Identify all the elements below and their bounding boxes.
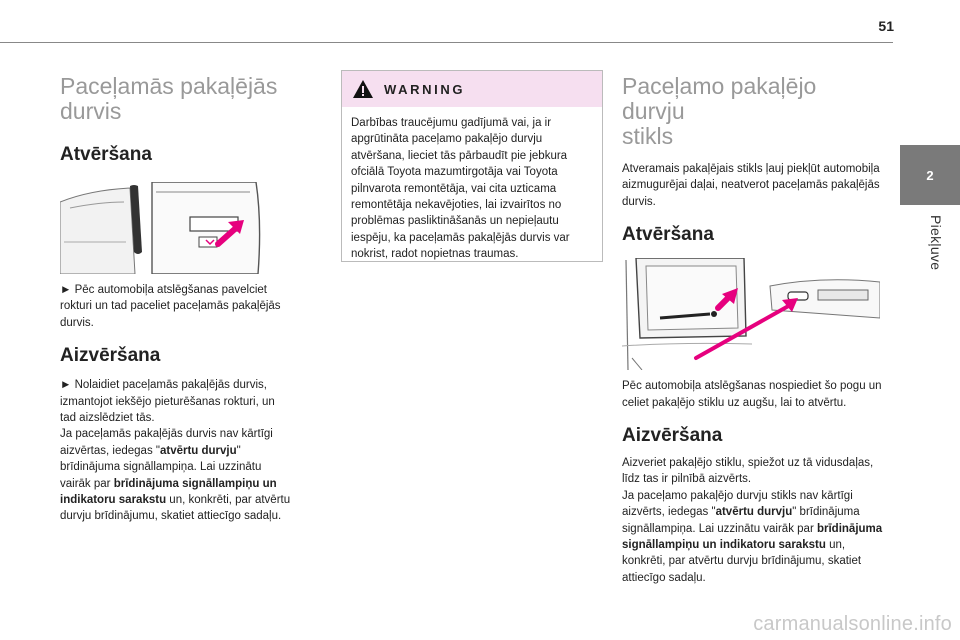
close-instruction: Aizveriet pakaļējo stiklu, spiežot uz tā vidusdaļas, līdz tas ir pilnībā aizvērts. bbox=[622, 457, 874, 486]
rear-window-column bbox=[622, 70, 884, 586]
close-instruction: ► Nolaidiet paceļamās pakaļējās durvis, izmantojot iekšējo pieturēšanas rokturi, un tad aizslēdziet tās. bbox=[60, 379, 275, 425]
note-bold-warning-list: brīdinājuma signāllampiņu un indikatoru sarakstu bbox=[622, 522, 883, 552]
note-text-a: Ja paceļamo pakaļējo durvju stikls nav kārtīgi aizvērts, iedegas " bbox=[622, 489, 853, 519]
close-heading: Aizvēršana bbox=[60, 345, 161, 367]
close-warning-note bbox=[622, 488, 884, 586]
tailgate-handle-illustration bbox=[60, 182, 264, 274]
intro-text: Atveramais pakaļējais stikls ļauj piekļūt automobiļa aizmugurējai daļai, neatverot paceļamās pakaļējās durvis. bbox=[622, 163, 880, 208]
open-heading: Atvēršana bbox=[622, 224, 714, 246]
page-number: 51 bbox=[878, 18, 894, 34]
open-instruction: Pēc automobiļa atslēgšanas nospiediet šo pogu un celiet pakaļējo stiklu uz augšu, lai to atvērtu. bbox=[622, 380, 882, 409]
title-line-1: Paceļamās pakaļējās bbox=[60, 73, 278, 99]
warning-text: Darbības traucējumu gadījumā vai, ja ir apgrūtināta paceļamo pakaļējo durvju atvēršana, lieciet tās pārbaudīt pie jebkura ofciālā Toyota mazumtirgotāja vai Toyota pilnvarota remontētāja, vai cita uzticama remontētāja nekavējoties, lai izvairītos no problēmas pasliktināšanās un nepieļautu iespēju, ka paceļamās pakaļējās durvis var nokrist, radot nopietnas traumas. bbox=[351, 117, 570, 261]
open-instruction: ► Pēc automobiļa atslēgšanas pavelciet rokturi un tad paceliet paceļamās pakaļējās durvis. bbox=[60, 284, 281, 329]
chapter-label: Piekļuve bbox=[928, 215, 944, 271]
note-bold-open-doors: atvērtu durvju bbox=[159, 444, 237, 457]
tailgate-column bbox=[60, 70, 292, 525]
section-title bbox=[60, 74, 292, 124]
warning-title: WARNING bbox=[384, 81, 466, 97]
note-text-c: un, konkrēti, par atvērtu durvju brīdinājumu, skatiet attiecīgo sadaļu. bbox=[60, 494, 291, 523]
warning-box bbox=[341, 70, 603, 262]
rear-window-button-illustration bbox=[622, 258, 880, 370]
note-text-b: " brīdinājuma signāllampiņa. Lai uzzinātu vairāk par bbox=[622, 506, 860, 535]
note-bold-open-doors: atvērtu durvju bbox=[715, 506, 793, 519]
warning-header bbox=[342, 71, 602, 107]
header-divider bbox=[0, 42, 893, 43]
note-text-b: " brīdinājuma signāllampiņa. Lai uzzinātu vairāk par bbox=[60, 444, 262, 490]
title-line-2: durvis bbox=[60, 98, 122, 124]
open-heading: Atvēršana bbox=[60, 144, 152, 165]
close-warning-note bbox=[60, 426, 292, 524]
title-line-2: stikls bbox=[622, 123, 674, 149]
note-text-c: un, konkrēti, par atvērtu durvju brīdinājumu, skatiet attiecīgo sadaļu. bbox=[622, 539, 862, 584]
section-title bbox=[622, 74, 884, 149]
chapter-number: 2 bbox=[926, 167, 934, 183]
watermark-link[interactable]: carmanualsonline.info bbox=[753, 613, 952, 635]
warning-triangle-icon bbox=[352, 79, 374, 99]
chapter-tab[interactable] bbox=[900, 145, 960, 205]
title-line-1: Paceļamo pakaļējo durvju bbox=[622, 73, 817, 124]
close-heading: Aizvēršana bbox=[622, 425, 723, 447]
note-text-a: Ja paceļamās pakaļējās durvis nav kārtīgi aizvērtas, iedegas " bbox=[60, 428, 273, 457]
note-bold-warning-list: brīdinājuma signāllampiņu un indikatoru sarakstu bbox=[60, 477, 277, 507]
